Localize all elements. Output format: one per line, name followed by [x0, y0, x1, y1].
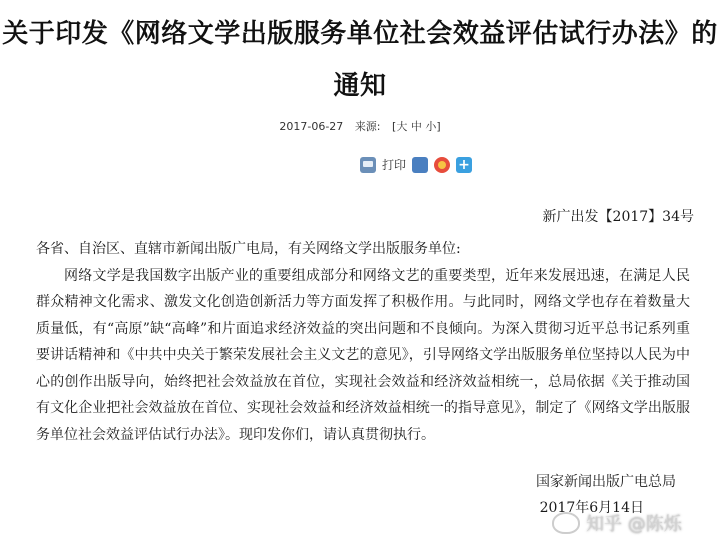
share-qzone-icon[interactable]: [412, 157, 428, 173]
issue-date: 2017年6月14日: [539, 500, 644, 516]
body-paragraph: 网络文学是我国数字出版产业的重要组成部分和网络文艺的重要类型，近年来发展迅速，在满足人民群众精神文化需求、激发文化创造创新活力等方面发挥了积极作用。与此同时，网络文学也存在着数量大质量低，有“高原”缺“高峰”和片面追求经济效益的突出问题和不良倾向。为深入贯彻习近平总书记系列重要讲话精神和《中共中央关于繁荣发展社会主义文艺的意见》，引导网络文学出版服务单位坚持以人民为中心的创作出版导向，始终把社会效益放在首位，实现社会效益和经济效益相统一，总局依据《关于推动国有文化企业把社会效益放在首位、实现社会效益和经济效益相统一的指导意见》，制定了《网络文学出版服务单位社会效益评估试行办法》。现印发你们，请认真贯彻执行。: [36, 267, 690, 443]
share-more-icon[interactable]: +: [456, 157, 472, 173]
wechat-logo-icon: [552, 512, 580, 534]
watermark: [552, 508, 712, 538]
document-number: 新广出发【2017】34号: [542, 209, 694, 225]
font-size-controls[interactable]: [大 中 小]: [392, 120, 441, 133]
notice-title: [0, 8, 720, 112]
share-weibo-icon[interactable]: [434, 157, 450, 173]
salutation: 各省、自治区、直辖市新闻出版广电局，有关网络文学出版服务单位:: [36, 241, 461, 257]
title-line-1: 关于印发《网络文学出版服务单位社会效益评估试行办法》的: [2, 19, 718, 49]
publish-date: 2017-06-27: [279, 120, 344, 133]
toolbar: [360, 156, 472, 173]
notice-body: [36, 236, 690, 448]
print-link[interactable]: 打印: [382, 158, 407, 172]
title-line-2: 通知: [333, 71, 387, 101]
print-icon[interactable]: [360, 157, 376, 173]
source-label: 来源:: [354, 120, 381, 133]
meta-row: [0, 118, 720, 134]
watermark-text: 知乎 @陈烁: [586, 514, 682, 535]
issuer: 国家新闻出版广电总局: [536, 474, 676, 490]
